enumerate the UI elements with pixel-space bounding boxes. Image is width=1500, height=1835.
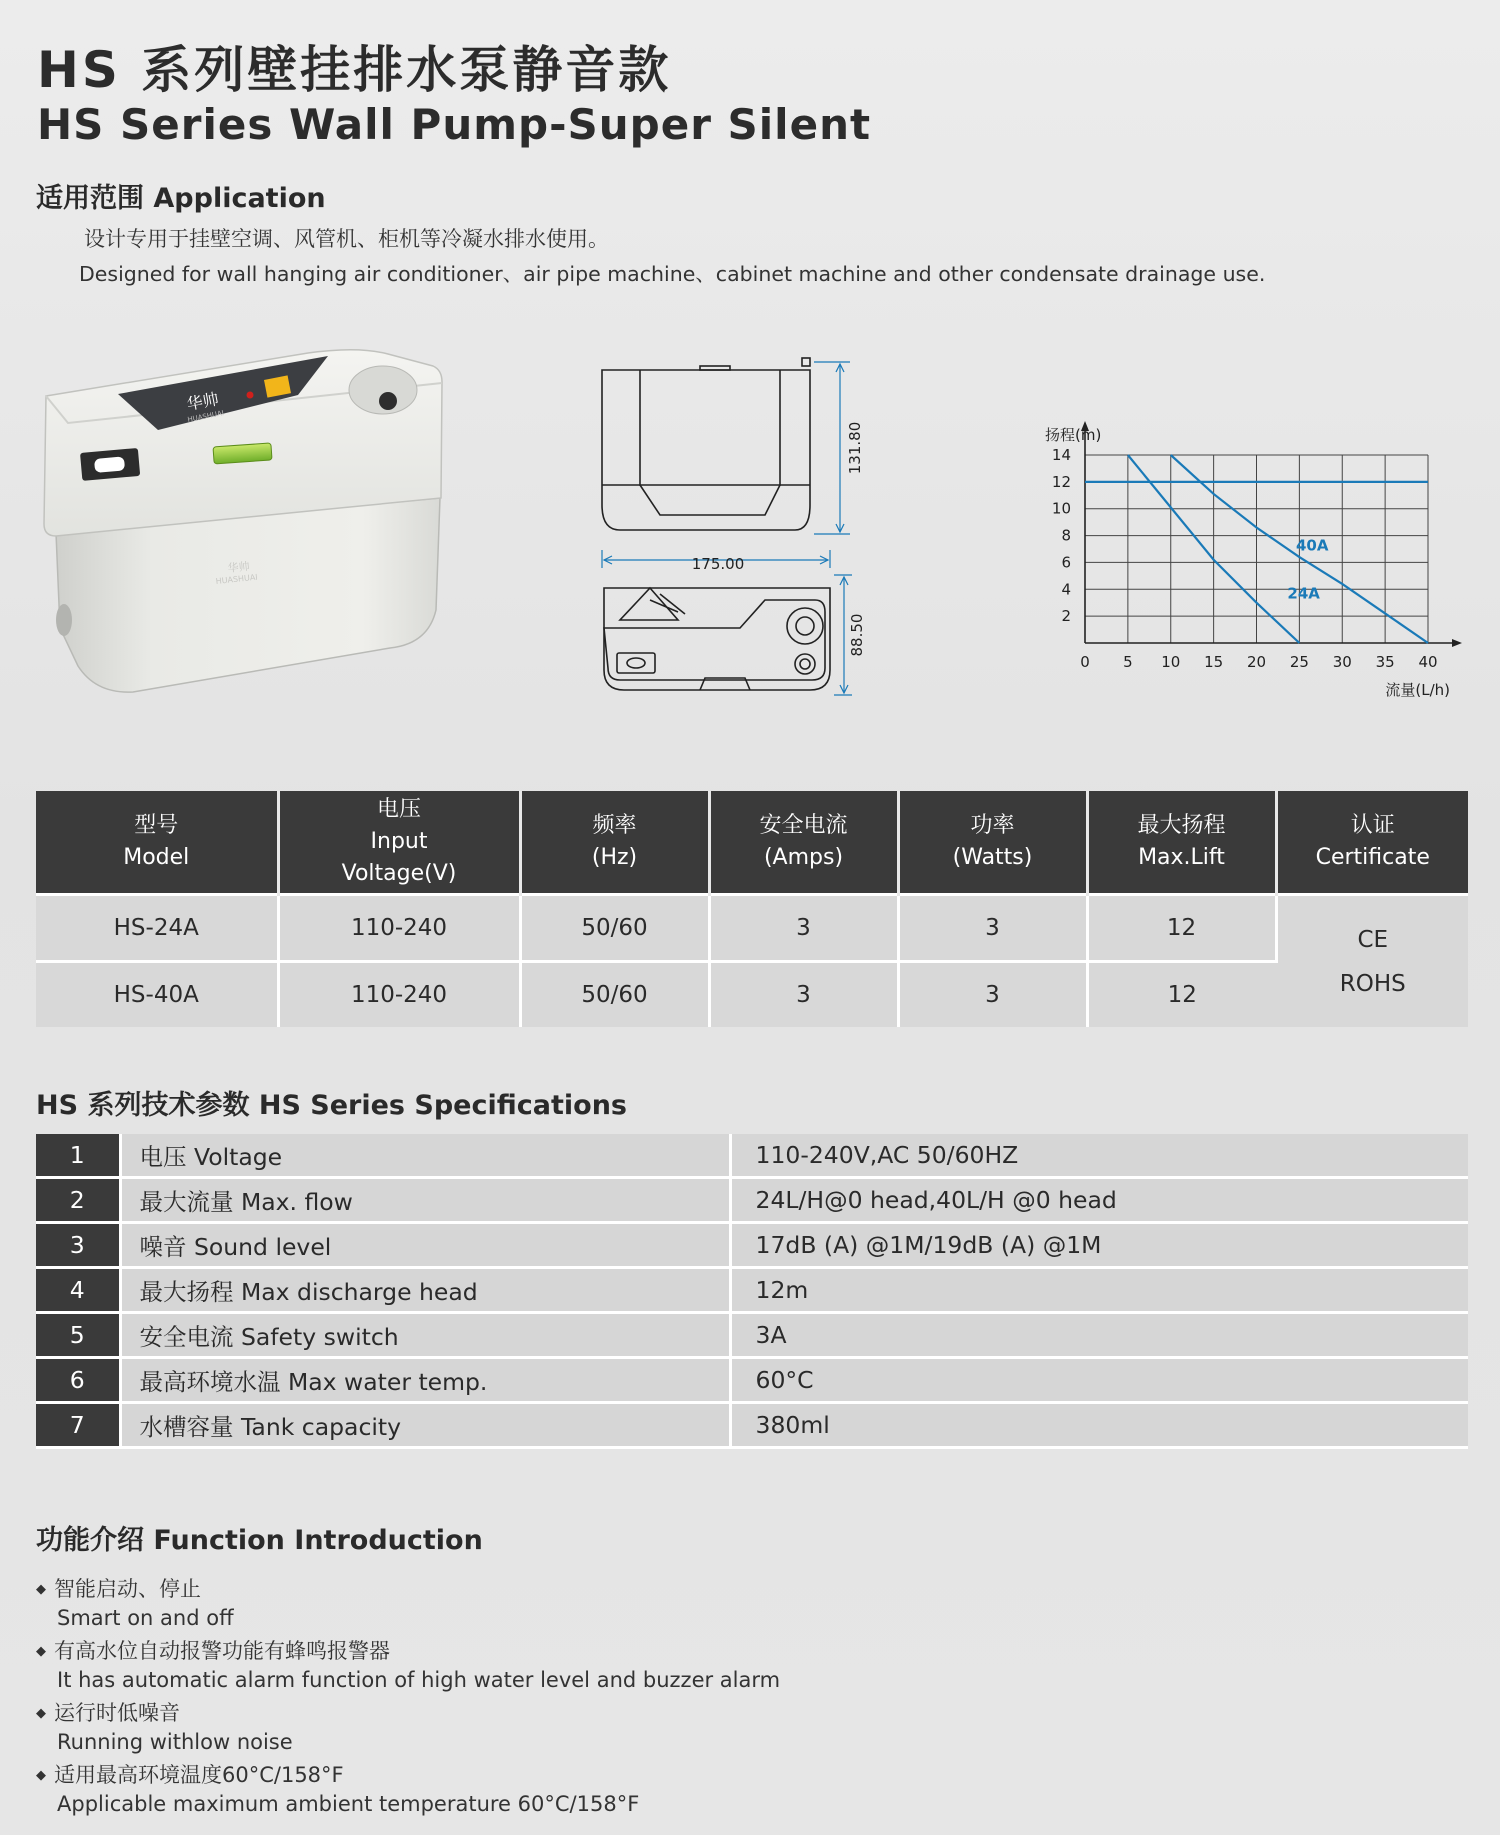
list-item (36, 1698, 780, 1755)
series-label: 24A (1287, 584, 1320, 603)
x-tick-label: 25 (1289, 653, 1309, 671)
application-text-en: Designed for wall hanging air conditioner、air pipe machine、cabinet machine and other condensate drainage use. (79, 262, 1266, 286)
cell-max-lift: 12 (1087, 962, 1276, 1028)
function-cn: 有高水位自动报警功能有蜂鸣报警器 (54, 1639, 390, 1663)
cell-model: HS-40A (36, 962, 278, 1028)
y-axis-label: 扬程(m) (1045, 426, 1102, 444)
spec-number: 4 (36, 1268, 120, 1313)
performance-chart (1030, 415, 1480, 735)
spec-row (36, 1313, 1468, 1358)
x-tick-label: 15 (1204, 653, 1224, 671)
x-tick-label: 40 (1418, 653, 1438, 671)
functions-heading: 功能介绍 Function Introduction (36, 1525, 483, 1556)
header-amps: 安全电流 (Amps) (709, 791, 898, 895)
spec-row (36, 1178, 1468, 1223)
table-row (36, 895, 1468, 962)
cell-watts: 3 (898, 962, 1087, 1028)
y-tick-label: 4 (1061, 580, 1071, 599)
list-item (36, 1760, 780, 1817)
bullet-icon: ◆ (36, 1706, 46, 1721)
function-cn: 智能启动、停止 (54, 1577, 201, 1601)
header-certificate: 认证 Certificate (1276, 791, 1468, 895)
header-max-lift: 最大扬程 Max.Lift (1087, 791, 1276, 895)
function-en: Applicable maximum ambient temperature 60°C/158°F (57, 1792, 640, 1816)
spec-table (36, 1134, 1468, 1449)
y-tick-label: 14 (1051, 446, 1071, 464)
spec-value: 3A (730, 1313, 1468, 1358)
page-title-cn: HS 系列壁挂排水泵静音款 (37, 41, 672, 99)
cell-amps: 3 (709, 895, 898, 962)
cell-certificate: CE ROHS (1276, 895, 1468, 1028)
top-view-outline (604, 588, 830, 690)
spec-label: 最大流量 Max. flow (120, 1178, 730, 1223)
spec-label: 电压 Voltage (120, 1134, 730, 1178)
header-model: 型号 Model (36, 791, 278, 895)
product-photo (38, 348, 448, 698)
spec-value: 17dB (A) @1M/19dB (A) @1M (730, 1223, 1468, 1268)
y-tick-label: 2 (1061, 607, 1071, 626)
spec-number: 2 (36, 1178, 120, 1223)
specs-heading: HS 系列技术参数 HS Series Specifications (36, 1090, 627, 1121)
svg-text:HUASHUAI: HUASHUAI (215, 572, 259, 586)
list-item (36, 1636, 780, 1693)
header-frequency: 频率 (Hz) (520, 791, 709, 895)
cell-max-lift: 12 (1087, 895, 1276, 962)
spec-value: 60°C (730, 1358, 1468, 1403)
table-row (36, 962, 1468, 1028)
cell-voltage: 110-240 (278, 962, 520, 1028)
x-tick-label: 20 (1246, 653, 1267, 671)
width-dimension: 175.00 (691, 555, 745, 573)
y-tick-label: 12 (1051, 472, 1071, 491)
cell-voltage: 110-240 (278, 895, 520, 962)
header-voltage: 电压 Input Voltage(V) (278, 791, 520, 895)
spec-row (36, 1223, 1468, 1268)
spec-number: 1 (36, 1134, 120, 1178)
spec-row (36, 1403, 1468, 1448)
function-cn: 适用最高环境温度60°C/158°F (54, 1763, 344, 1787)
spec-number: 6 (36, 1358, 120, 1403)
application-text-cn: 设计专用于挂壁空调、风管机、柜机等冷凝水排水使用。 (84, 227, 609, 251)
x-tick-label: 30 (1332, 653, 1352, 671)
svg-text:华帅: 华帅 (226, 559, 251, 575)
cell-frequency: 50/60 (520, 895, 709, 962)
list-item (36, 1574, 780, 1631)
x-tick-label: 0 (1080, 653, 1090, 671)
spec-number: 5 (36, 1313, 120, 1358)
spec-label: 最大扬程 Max discharge head (120, 1268, 730, 1313)
function-cn: 运行时低噪音 (54, 1701, 180, 1725)
spec-value: 110-240V,AC 50/60HZ (730, 1134, 1468, 1178)
x-axis-arrow (1452, 639, 1462, 647)
x-tick-label: 35 (1375, 653, 1395, 671)
application-heading: 适用范围 Application (36, 183, 326, 214)
spec-label: 安全电流 Safety switch (120, 1313, 730, 1358)
height-dimension: 131.80 (846, 421, 864, 475)
spec-row (36, 1268, 1468, 1313)
y-tick-label: 10 (1051, 499, 1071, 518)
cell-amps: 3 (709, 962, 898, 1028)
brand-cn-label: 华帅 (185, 389, 221, 414)
y-tick-label: 8 (1061, 526, 1071, 545)
spec-value: 12m (730, 1268, 1468, 1313)
spec-number: 3 (36, 1223, 120, 1268)
function-en: Smart on and off (57, 1606, 234, 1630)
bullet-icon: ◆ (36, 1768, 46, 1783)
cell-model: HS-24A (36, 895, 278, 962)
front-view-outline (602, 358, 810, 530)
cell-frequency: 50/60 (520, 962, 709, 1028)
header-watts: 功率 (Watts) (898, 791, 1087, 895)
depth-dimension: 88.50 (848, 613, 866, 657)
spec-label: 水槽容量 Tank capacity (120, 1403, 730, 1448)
spec-value: 24L/H@0 head,40L/H @0 head (730, 1178, 1468, 1223)
spec-row (36, 1134, 1468, 1178)
function-en: It has automatic alarm function of high water level and buzzer alarm (57, 1668, 781, 1692)
cell-watts: 3 (898, 895, 1087, 962)
page-title-en: HS Series Wall Pump-Super Silent (37, 100, 872, 149)
spec-label: 最高环境水温 Max water temp. (120, 1358, 730, 1403)
x-tick-label: 5 (1123, 653, 1133, 671)
function-list (36, 1574, 780, 1822)
y-tick-label: 6 (1061, 553, 1071, 572)
dimension-drawing (590, 350, 880, 710)
spec-row (36, 1358, 1468, 1403)
bullet-icon: ◆ (36, 1644, 46, 1659)
x-tick-label: 10 (1161, 653, 1181, 671)
model-table (36, 791, 1468, 1027)
spec-number: 7 (36, 1403, 120, 1448)
spec-label: 噪音 Sound level (120, 1223, 730, 1268)
x-axis-label: 流量(L/h) (1385, 681, 1450, 699)
brand-en-label: HUASHUAI (186, 409, 225, 424)
spec-value: 380ml (730, 1403, 1468, 1448)
bullet-icon: ◆ (36, 1582, 46, 1597)
function-en: Running withlow noise (57, 1730, 293, 1754)
series-label: 40A (1295, 536, 1329, 555)
